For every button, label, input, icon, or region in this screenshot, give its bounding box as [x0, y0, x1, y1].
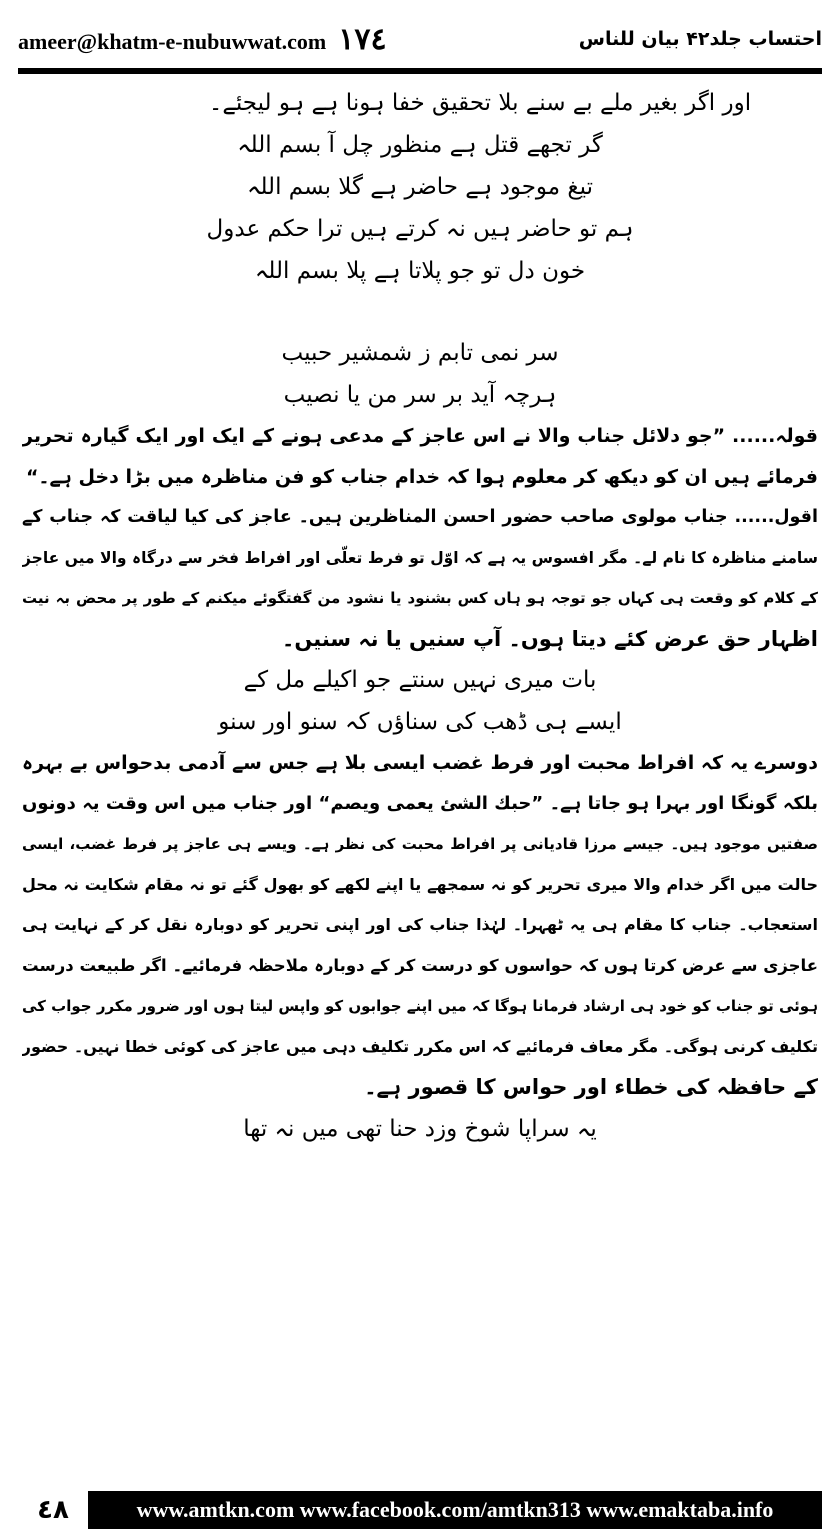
intro-line: اور اگر بغیر ملے بے سنے بلا تحقیق خفا ہونا ہے ہو لیجئے۔	[208, 90, 752, 116]
aqool-line: کے کلام کو وقعت ہی کہاں جو توجہ ہو ہاں کس بشنود یا نشود من گفتگوئے میکنم کے طور پر محض بہ نیت	[22, 589, 818, 607]
header-left	[18, 22, 387, 57]
qaul-line	[22, 416, 818, 457]
book-title: احتساب جلد۴۲ بیان للناس	[578, 28, 822, 50]
aqool-line	[22, 497, 818, 538]
paragraph-line: عاجزی سے عرض کرتا ہوں کہ حواسوں کو درست کر کے دوبارہ ملاحظہ فرمائیے۔ اگر طبیعت درست	[22, 955, 818, 975]
header-email[interactable]: ameer@khatm-e-nubuwwat.com	[18, 28, 327, 54]
paragraph-line: ہوئی تو جناب کو خود ہی ارشاد فرمانا ہوگا کہ میں اپنے جوابوں کو واپس لیتا ہوں اور ضرور مکرر جواب کی	[22, 997, 818, 1015]
page-footer	[18, 1488, 822, 1532]
aqool-line: سامنے مناظرہ کا نام لے۔ مگر افسوس یہ ہے کہ اوّل تو فرط تعلّی اور افراط فخر سے درگاہ والا میں عاجز	[22, 548, 818, 567]
aqool-label: اقول......	[734, 507, 818, 527]
page-number: ١٧٤	[338, 21, 387, 57]
paragraph-line: حالت میں اگر خدام والا میری تحریر کو نہ سمجھے یا اپنے لکھے کو بھول گئے تو نہ مقام شکایت نہ محل	[22, 874, 818, 894]
paragraph-line: دوسرے یہ کہ افراط محبت اور فرط غضب ایسی بلا ہے جس سے آدمی بدحواس بے بہرہ	[22, 752, 818, 774]
verse-line: گر تجھے قتل ہے منظور چل آ بسم اللہ	[237, 132, 603, 158]
footer-links[interactable]: www.amtkn.com www.facebook.com/amtkn313 www.emaktaba.info	[88, 1491, 822, 1529]
qaul-text: ”جو دلائل جناب والا نے اس عاجز کے مدعی ہونے کے ایک اور ایک گیارہ تحریر	[22, 425, 726, 447]
paragraph-line: صفتیں موجود ہیں۔ جیسے مرزا قادیانی پر افراط محبت کی نظر ہے۔ ویسے ہی عاجز پر فرط غضب، ایسی	[22, 835, 818, 853]
persian-verse-line: سر نمی تابم ز شمشیر حبیب	[281, 340, 559, 366]
verse-line: یہ سراپا شوخ وزد حنا تھی میں نہ تھا	[243, 1115, 597, 1142]
verse-line: ایسے ہی ڈھب کی سناؤں کہ سنو اور سنو	[218, 709, 622, 735]
verse-line: بات میری نہیں سنتے جو اکیلے مل کے	[243, 667, 597, 693]
paragraph-line: بلکہ گونگا اور بہرا ہو جاتا ہے۔ ”حبك الشئ يعمى ويصم“ اور جناب میں اس وقت یہ دونوں	[22, 792, 818, 814]
verse-line: تیغ موجود ہے حاضر ہے گلا بسم اللہ	[246, 174, 594, 200]
footer-page-ref: ٤٨	[37, 1495, 69, 1525]
spacer	[22, 292, 818, 332]
persian-verse-line: ہرچہ آید بر سر من یا نصیب	[283, 382, 557, 408]
verse-line: خون دل تو جو پلاتا ہے پلا بسم اللہ	[254, 258, 586, 284]
page-content	[22, 82, 818, 1460]
paragraph-line: تکلیف کرنی ہوگی۔ مگر معاف فرمائیے کہ اس مکرر تکلیف دہی میں عاجز کی کوئی خطا نہیں۔ حضور	[22, 1036, 818, 1056]
qaul-label: قولہ......	[732, 425, 818, 447]
qaul-line: فرمائے ہیں ان کو دیکھ کر معلوم ہوا کہ خدام جناب کو فن مناظرہ میں بڑا دخل ہے۔“	[25, 465, 818, 488]
aqool-text: جناب مولوی صاحب حضور احسن المناظرین ہیں۔ عاجز کی کیا لیاقت کہ جناب کے	[22, 507, 728, 527]
header-rule	[18, 68, 822, 74]
verse-line: ہم تو حاضر ہیں نہ کرتے ہیں ترا حکم عدول	[206, 216, 634, 242]
paragraph-line: کے حافظہ کی خطاء اور حواس کا قصور ہے۔	[364, 1075, 818, 1099]
page-header	[18, 14, 822, 64]
aqool-line: اظہار حق عرض کئے دیتا ہوں۔ آپ سنیں یا نہ سنیں۔	[282, 626, 818, 651]
paragraph-line: استعجاب۔ جناب کا مقام ہی یہ ٹھہرا۔ لہٰذا جناب کی اور اپنی تحریر کو دوبارہ نقل کر کے نہایت ہی	[22, 915, 818, 934]
